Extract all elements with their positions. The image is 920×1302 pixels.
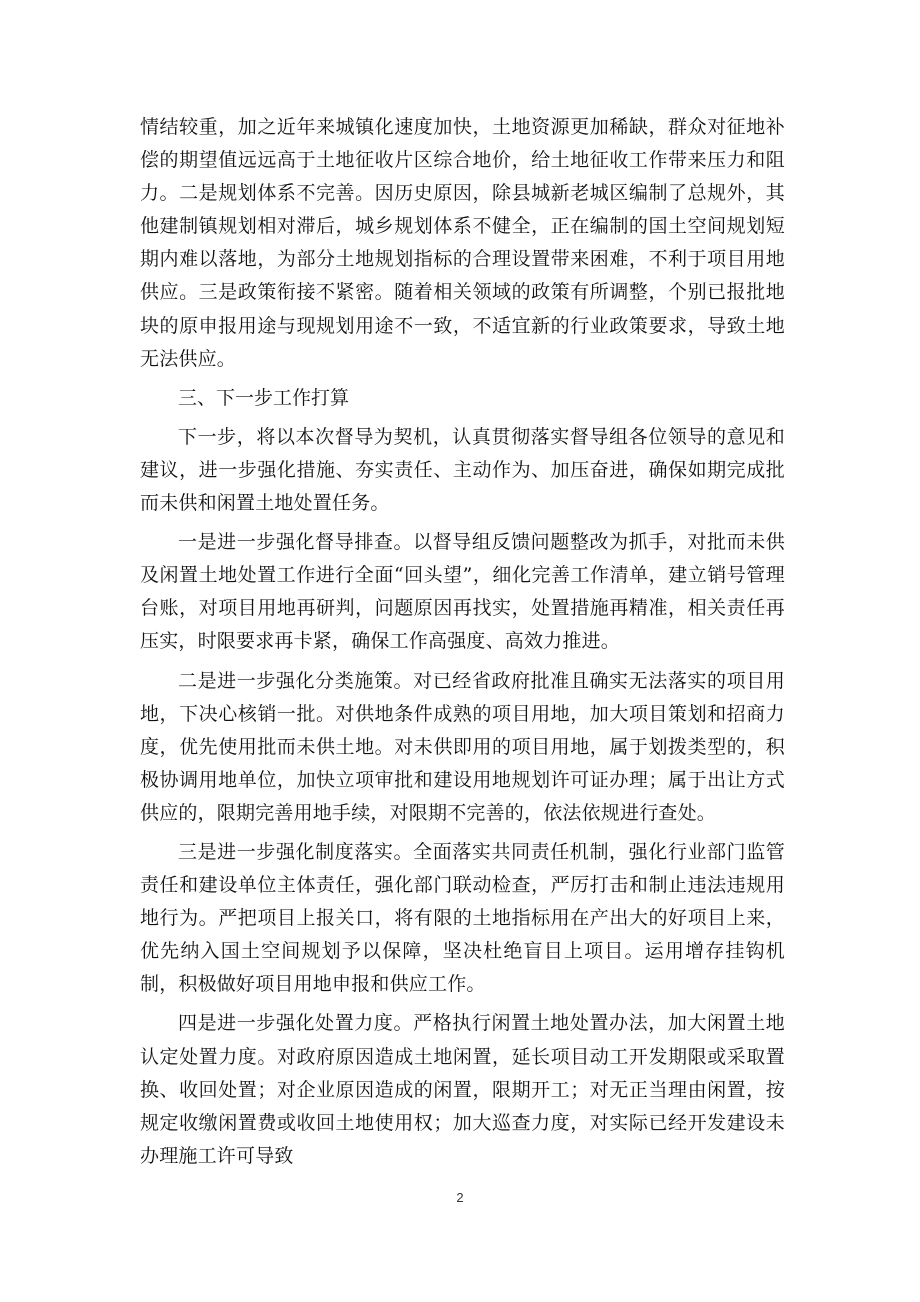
paragraph-system: 三是进一步强化制度落实。全面落实共同责任机制，强化行业部门监管责任和建设单位主体责任，强化部门联动检查，严厉打击和制止违法违规用地行为。严把项目上报关口，将有限的土地指标用在产出大的好项目上来，优先纳入国土空间规划予以保障，坚决杜绝盲目上项目。运用增存挂钩机制，积极做好项目用地申报和供应工作。 bbox=[140, 840, 785, 996]
paragraph-supervision: 一是进一步强化督导排查。以督导组反馈问题整改为抓手，对批而未供及闲置土地处置工作进行全面“回头望”，细化完善工作清单，建立销号管理台账，对项目用地再研判，问题原因再找实，处置措施再精准，相关责任再压实，时限要求再卡紧，确保工作高强度、高效力推进。 bbox=[140, 531, 785, 653]
paragraph-classification: 二是进一步强化分类施策。对已经省政府批准且确实无法落实的项目用地，下决心核销一批。对供地条件成熟的项目用地，加大项目策划和招商力度，优先使用批而未供土地。对未供即用的项目用地，属于划拨类型的，积极协调用地单位，加快立项审批和建设用地规划许可证办理；属于出让方式供应的，限期完善用地手续，对限期不完善的，依法依规进行查处。 bbox=[140, 669, 785, 824]
paragraph-next-steps: 下一步，将以本次督导为契机，认真贯彻落实督导组各位领导的意见和建议，进一步强化措施、夯实责任、主动作为、加压奋进，确保如期完成批而未供和闲置土地处置任务。 bbox=[140, 425, 785, 515]
document-body bbox=[140, 111, 785, 1173]
section-heading: 三、下一步工作打算 bbox=[178, 386, 350, 409]
paragraph-disposal: 四是进一步强化处置力度。严格执行闲置土地处置办法，加大闲置土地认定处置力度。对政府原因造成土地闲置，延长项目动工开发期限或采取置换、收回处置；对企业原因造成的闲置，限期开工；对无正当理由闲置，按规定收缴闲置费或收回土地使用权；加大巡查力度，对实际已经开发建设未办理施工许可导致 bbox=[140, 1012, 785, 1167]
paragraph-continued: 情结较重，加之近年来城镇化速度加快，土地资源更加稀缺，群众对征地补偿的期望值远远高于土地征收片区综合地价，给土地征收工作带来压力和阻力。二是规划体系不完善。因历史原因，除县城新老城区编制了总规外，其他建制镇规划相对滞后，城乡规划体系不健全，正在编制的国土空间规划短期内难以落地，为部分土地规划指标的合理设置带来困难，不利于项目用地供应。三是政策衔接不紧密。随着相关领域的政策有所调整，个别已报批地块的原申报用途与现规划用途不一致，不适宜新的行业政策要求，导致土地无法供应。 bbox=[140, 116, 785, 370]
page-number: 2 bbox=[456, 1190, 464, 1205]
